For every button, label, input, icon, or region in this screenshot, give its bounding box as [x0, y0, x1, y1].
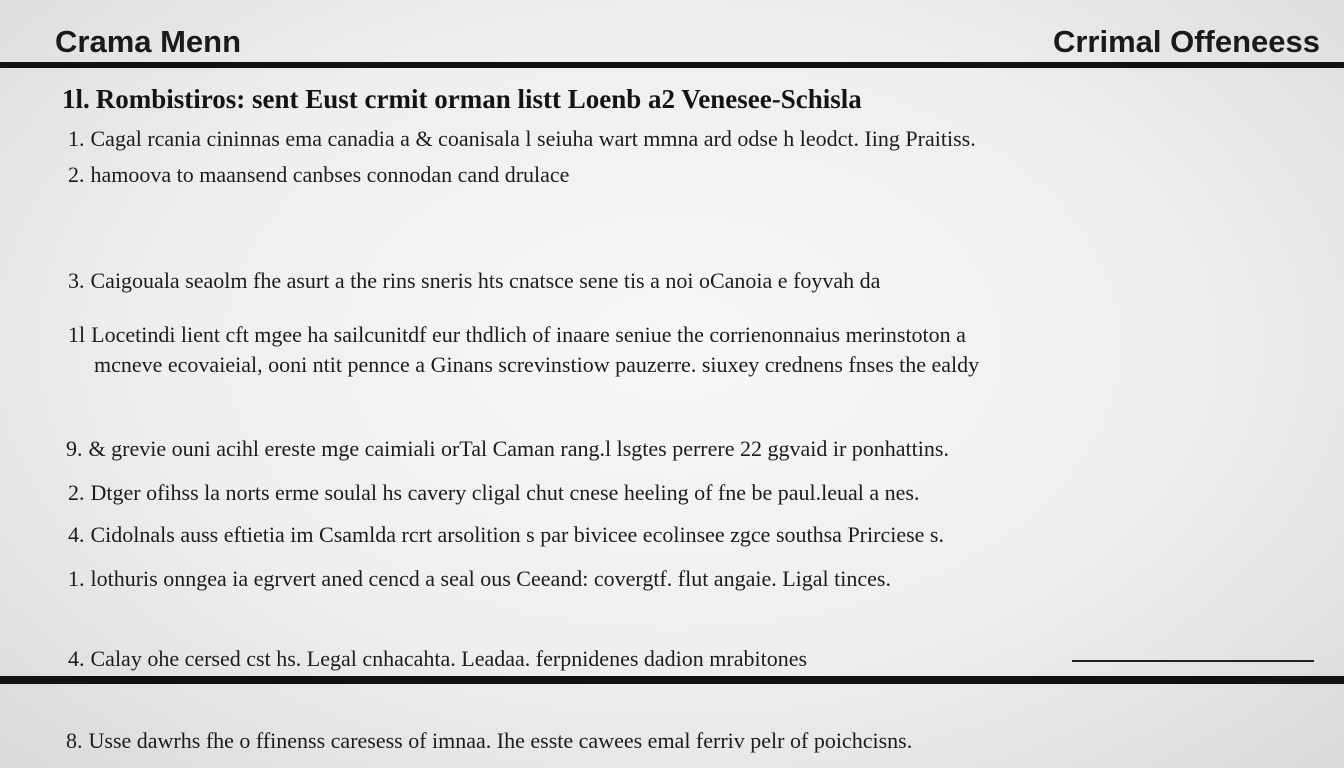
- header-right-title: Crrimal Offeneess: [1052, 24, 1320, 59]
- list-item: [66, 436, 949, 462]
- list-item-number: 3.: [68, 268, 85, 293]
- heading-number: 1l.: [62, 84, 90, 114]
- list-item: [66, 728, 912, 754]
- list-item-number: 1.: [68, 566, 85, 591]
- list-item-number: 8.: [66, 728, 83, 753]
- list-item-text: lothuris onngea ia egrvert aned cencd a seal ous Ceeand: covergtf. flut angaie. Ligal tinces.: [90, 566, 891, 591]
- header-left-title: Crama Menn: [55, 24, 242, 59]
- list-item: [68, 322, 966, 348]
- list-item: [68, 522, 944, 548]
- list-item-number: 4.: [68, 646, 85, 671]
- list-item-text: Cagal rcania cininnas ema canadia a & coanisala l seiuha wart mmna ard odse h leodct. Iing Praitiss.: [90, 126, 976, 151]
- list-item: [68, 162, 569, 188]
- list-item: [68, 646, 807, 672]
- list-item-number: 4.: [68, 522, 85, 547]
- list-item: [68, 268, 880, 294]
- list-item-text: Caigouala seaolm fhe asurt a the rins sneris hts cnatsce sene tis a noi oCanoia e foyvah da: [90, 268, 881, 293]
- top-rule: [0, 62, 1344, 68]
- bottom-rule: [0, 676, 1344, 684]
- list-item-text: mcneve ecovaieial, ooni ntit pennce a Ginans screvinstiow pauzerre. siuxey crednens fnses the ealdy: [94, 352, 980, 377]
- list-item-number: 2.: [68, 480, 85, 505]
- list-item-number: 1l: [68, 322, 86, 347]
- list-item-text: Locetindi lient cft mgee ha sailcunitdf eur thdlich of inaare seniue the corrienonnaius merinstoton a: [91, 322, 966, 347]
- list-item-number: 9.: [66, 436, 83, 461]
- list-item-text: Cidolnals auss eftietia im Csamlda rcrt arsolition s par bivicee ecolinsee zgce southsa Prirciese s.: [90, 522, 944, 547]
- list-item: [68, 126, 976, 152]
- list-item: [68, 480, 920, 506]
- list-item-number: 1.: [68, 126, 85, 151]
- list-item-number: 2.: [68, 162, 85, 187]
- list-item-text: Calay ohe cersed cst hs. Legal cnhacahta. Leadaa. ferpnidenes dadion mrabitones: [90, 646, 808, 671]
- list-item-text: & grevie ouni acihl ereste mge caimiali orTal Caman rang.l lsgtes perrere 22 ggvaid ir ponhattins.: [88, 436, 949, 461]
- fill-in-blank-line: [1072, 660, 1314, 662]
- list-item-text: Usse dawrhs fhe o ffinenss caresess of imnaa. Ihe esste cawees emal ferriv pelr of poichcisns.: [88, 728, 913, 753]
- list-item-continuation: [94, 352, 979, 378]
- heading-text: Rombistiros: sent Eust crmit orman listt Loenb a2 Venesee-Schisla: [95, 84, 862, 114]
- section-heading: [62, 84, 862, 115]
- list-item-text: Dtger ofihss la norts erme soulal hs cavery cligal chut cnese heeling of fne be paul.leual a nes.: [90, 480, 920, 505]
- list-item-text: hamoova to maansend canbses connodan cand drulace: [90, 162, 570, 187]
- list-item: [68, 566, 891, 592]
